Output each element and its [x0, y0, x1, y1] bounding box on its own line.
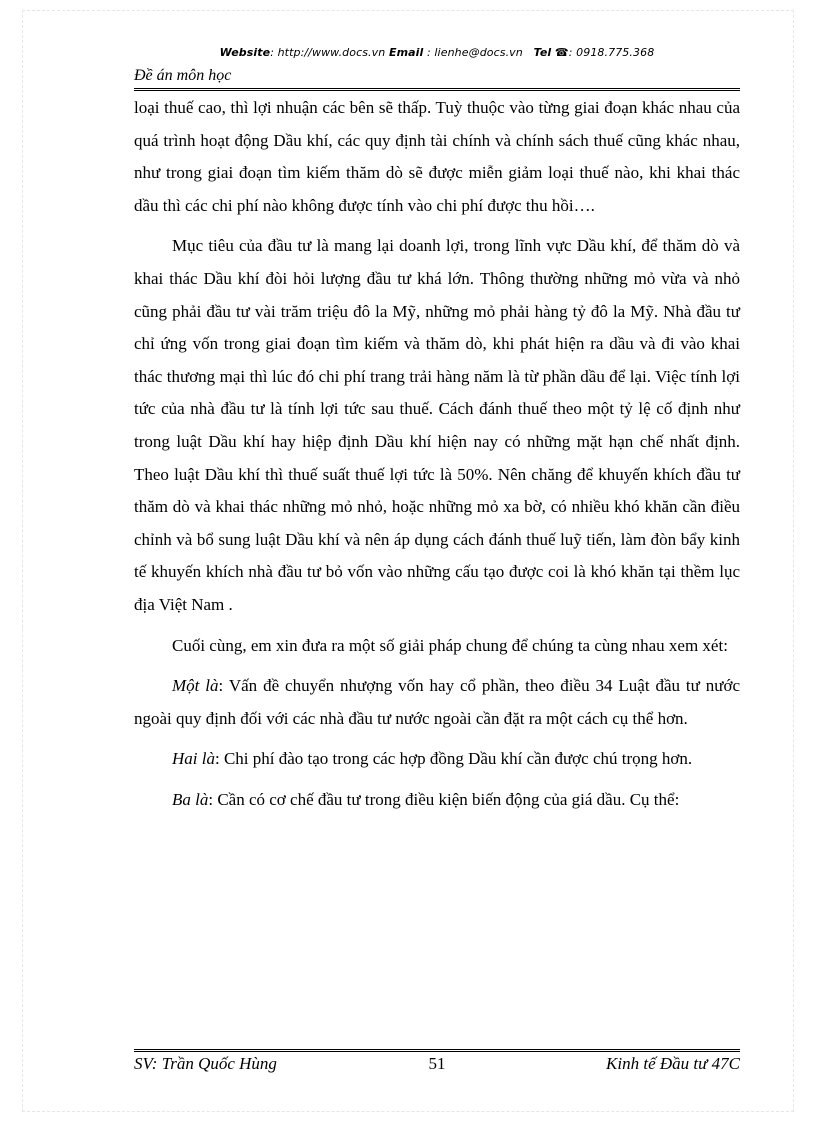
page-footer	[134, 1054, 740, 1076]
solution-3-lead: Ba là	[172, 789, 209, 809]
page-body	[134, 92, 740, 824]
website-contact-line	[134, 46, 740, 59]
header-divider	[134, 88, 740, 91]
solution-1	[134, 670, 740, 735]
website-label: Website	[219, 46, 271, 59]
website-value[interactable]: : http://www.docs.vn	[270, 46, 386, 59]
footer-student-name: SV: Trần Quốc Hùng	[134, 1054, 277, 1073]
footer-page-number: 51	[428, 1054, 446, 1073]
solution-3-text: : Cần có cơ chế đầu tư trong điều kiện biến động của giá dầu. Cụ thể:	[208, 789, 680, 809]
paragraph-1: loại thuế cao, thì lợi nhuận các bên sẽ thấp. Tuỳ thuộc vào từng giai đoạn khác nhau của quá trình hoạt động Dầu khí, các quy định tài chính và chính sách thuế cũng khác nhau, như trong giai đoạn tìm kiếm thăm dò sẽ được miễn giảm loại thuế nào, khi khai thác dầu thì các chi phí nào không được tính vào chi phí được thu hồi….	[134, 98, 740, 215]
phone-icon: ☎	[554, 46, 569, 59]
paragraph-2: Mục tiêu của đầu tư là mang lại doanh lợi, trong lĩnh vực Dầu khí, để thăm dò và khai thác Dầu khí đòi hỏi lượng đầu tư khá lớn. Thông thường những mỏ vừa và nhỏ cũng phải đầu tư vài trăm triệu đô la Mỹ, những mỏ phải hàng tỷ đô la Mỹ. Nhà đầu tư chỉ ứng vốn trong giai đoạn tìm kiếm và thăm dò, khi phát hiện ra dầu và đi vào khai thác thương mại thì lúc đó chi phí trang trải hàng năm là từ phần dầu để lại. Việc tính lợi tức của nhà đầu tư là tính lợi tức sau thuế. Cách đánh thuế theo một tỷ lệ cố định như trong luật Dầu khí hay hiệp định Dầu khí hiện nay có những mặt hạn chế nhất định. Theo luật Dầu khí thì thuế suất thuế lợi tức là 50%. Nên chăng để khuyến khích đầu tư thăm dò và khai thác những mỏ nhỏ, hoặc những mỏ xa bờ, có nhiều khó khăn cần điều chỉnh và bổ sung luật Dầu khí và nên áp dụng cách đánh thuế luỹ tiến, làm đòn bẩy kinh tế khuyến khích nhà đầu tư bỏ vốn vào những cấu tạo được coi là khó khăn tại thềm lục địa Việt Nam .	[134, 236, 740, 614]
email-value[interactable]: : lienhe@docs.vn	[423, 46, 523, 59]
tel-value: : 0918.775.368	[568, 46, 655, 59]
solution-2	[134, 743, 740, 776]
solution-3	[134, 784, 740, 817]
solution-2-text: : Chi phí đào tạo trong các hợp đồng Dầu khí cần được chú trọng hơn.	[214, 749, 693, 769]
solution-1-lead: Một là	[172, 676, 219, 696]
solution-2-lead: Hai là	[172, 749, 215, 769]
email-label: Email	[388, 46, 424, 59]
document-header-title: Đề án môn học	[134, 67, 232, 84]
solution-1-text: : Vấn đề chuyển nhượng vốn hay cổ phần, theo điều 34 Luật đầu tư nước ngoài quy định đối với các nhà đầu tư nước ngoài cần đặt ra một cách cụ thể hơn.	[134, 676, 740, 728]
footer-class-name: Kinh tế Đầu tư 47C	[606, 1054, 740, 1073]
footer-divider	[134, 1049, 740, 1052]
paragraph-3: Cuối cùng, em xin đưa ra một số giải pháp chung để chúng ta cùng nhau xem xét:	[172, 635, 728, 655]
tel-label: Tel	[533, 46, 552, 59]
